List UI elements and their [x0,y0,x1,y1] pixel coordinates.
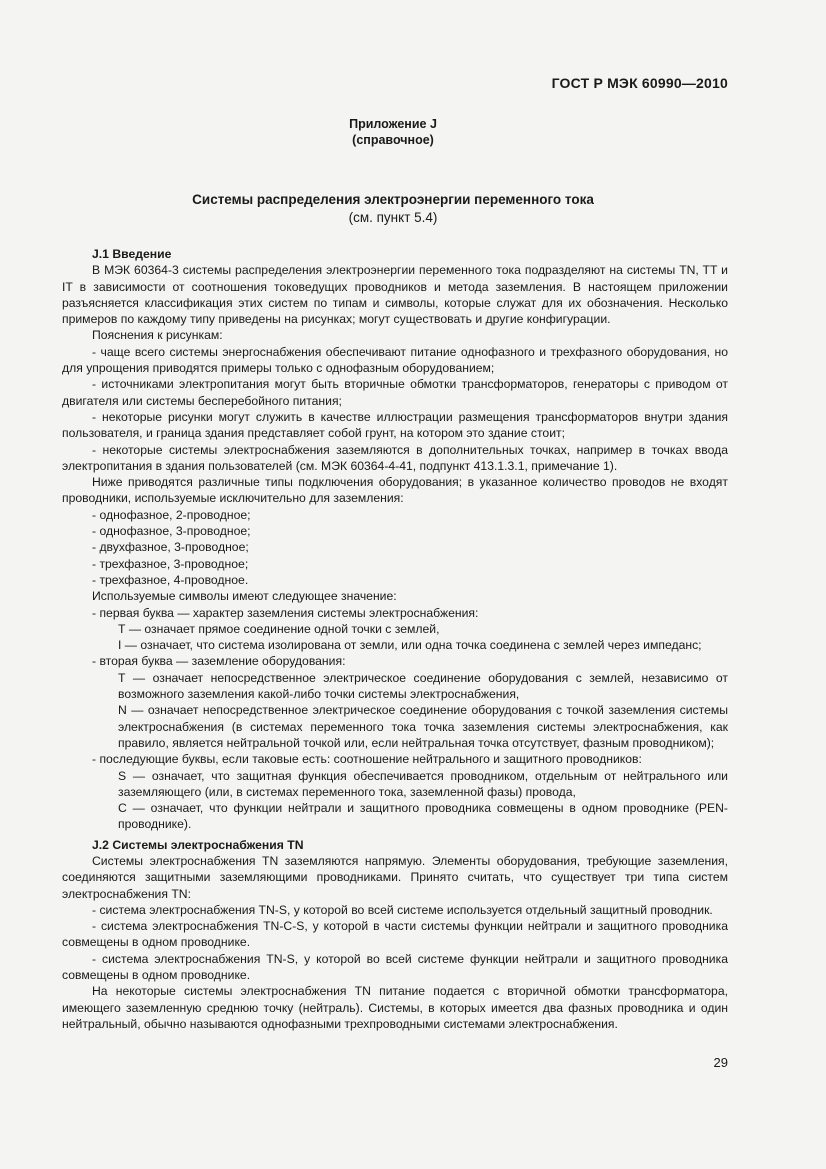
list-item: - система электроснабжения TN-C-S, у которой в части системы функции нейтрали и защитного проводника совмещены в одном проводнике. [62,919,728,950]
annex-title: Приложение J [349,117,437,131]
list-item: - однофазное, 3-проводное; [92,524,251,539]
list-subitem: Т — означает прямое соединение одной точки с землей, [118,621,440,636]
paragraph: Ниже приводятся различные типы подключения оборудования; в указанное количество проводов не входят проводники, используемые исключительно для заземления: [62,475,728,506]
list-item: - последующие буквы, если таковые есть: соотношение нейтрального и защитного проводников: [92,752,642,767]
standard-header: ГОСТ Р МЭК 60990—2010 [551,75,728,91]
paragraph: В МЭК 60364-3 системы распределения электроэнергии переменного тока подразделяют на системы TN, TT и IT в зависимости от соотношения токоведущих проводников и метода заземления. В настоящем приложении разъясняется классификация этих систем по типам и символы, которые служат для их обозначения. Несколько примеров по каждому типу приведены на рисунках; могут существовать и другие конфигурации. [62,263,728,327]
paragraph: Используемые символы имеют следующее значение: [92,589,397,604]
list-item: - первая буква — характер заземления системы электроснабжения: [92,605,479,620]
list-item: - система электроснабжения TN-S, у которой во всей системе используется отдельный защитный проводник. [92,902,713,917]
annex-heading [0,116,786,148]
list-item: - система электроснабжения TN-S, у которой во всей системе функции нейтрали и защитного проводника совмещены в одном проводнике. [62,951,728,983]
paragraph: На некоторые системы электроснабжения TN питание подается с вторичной обмотки трансформатора, имеющего заземленную среднюю точку (нейтраль). Системы, в которых имеется два фазных проводника и один нейтральный, обычно называются однофазными трехпроводными системами электроснабжения. [62,984,728,1031]
paragraph: Системы электроснабжения TN заземляются напрямую. Элементы оборудования, требующие заземления, соединяются защитными заземляющими проводниками. Принято считать, что существует три типа систем электроснабжения TN: [62,853,728,901]
annex-type: (справочное) [352,133,434,147]
list-item: - некоторые системы электроснабжения заземляются в дополнительных точках, например в точках ввода электропитания в здания пользователей (см. МЭК 60364-4-41, подпункт 413.1.3.1, примечание 1). [62,442,728,473]
list-subitem: Т — означает непосредственное электрическое соединение оборудования с землей, независимо от возможного заземления какой-либо точки системы электроснабжения, [118,670,728,702]
list-item: - некоторые рисунки могут служить в качестве иллюстрации размещения трансформаторов внутри здания пользователя, и граница здания представляет собой грунт, на котором это здание стоит; [62,409,728,441]
list-subitem: I — означает, что система изолирована от земли, или одна точка соединена с землей через импеданс; [118,638,702,653]
section-heading: J.2 Системы электроснабжения TN [92,837,304,852]
document-title [0,191,786,227]
document-body [62,246,728,1032]
list-item: - однофазное, 2-проводное; [92,507,251,522]
list-subitem: С — означает, что функции нейтрали и защитного проводника совмещены в одном проводнике (PEN-проводнике). [118,801,728,832]
list-item: - трехфазное, 4-проводное. [92,572,249,587]
list-item: - вторая буква — заземление оборудования: [92,654,346,669]
page-number: 29 [713,1055,728,1070]
paragraph: Пояснения к рисункам: [92,328,223,343]
section-heading: J.1 Введение [92,247,172,261]
list-item: - двухфазное, 3-проводное; [92,540,249,555]
list-item: - чаще всего системы энергоснабжения обеспечивают питание однофазного и трехфазного оборудования, но для упрощения приводятся примеры только с однофазным оборудованием; [62,344,728,376]
list-subitem: S — означает, что защитная функция обеспечивается проводником, отдельным от нейтрального или заземляющего (или, в системах переменного тока, заземленной фазы) провода, [118,768,728,799]
list-item: - источниками электропитания могут быть вторичные обмотки трансформаторов, генераторы с приводом от двигателя или системы бесперебойного питания; [62,377,728,408]
document-title-ref: (см. пункт 5.4) [348,210,438,225]
document-title-main: Системы распределения электроэнергии переменного тока [192,192,594,207]
list-item: - трехфазное, 3-проводное; [92,556,249,571]
list-subitem: N — означает непосредственное электрическое соединение оборудования с точкой заземления системы электроснабжения (в системах переменного тока точка заземления системы электроснабжения, как правило, является нейтральной точкой или, если нейтральная точка отсутствует, фазным проводником); [118,703,728,750]
